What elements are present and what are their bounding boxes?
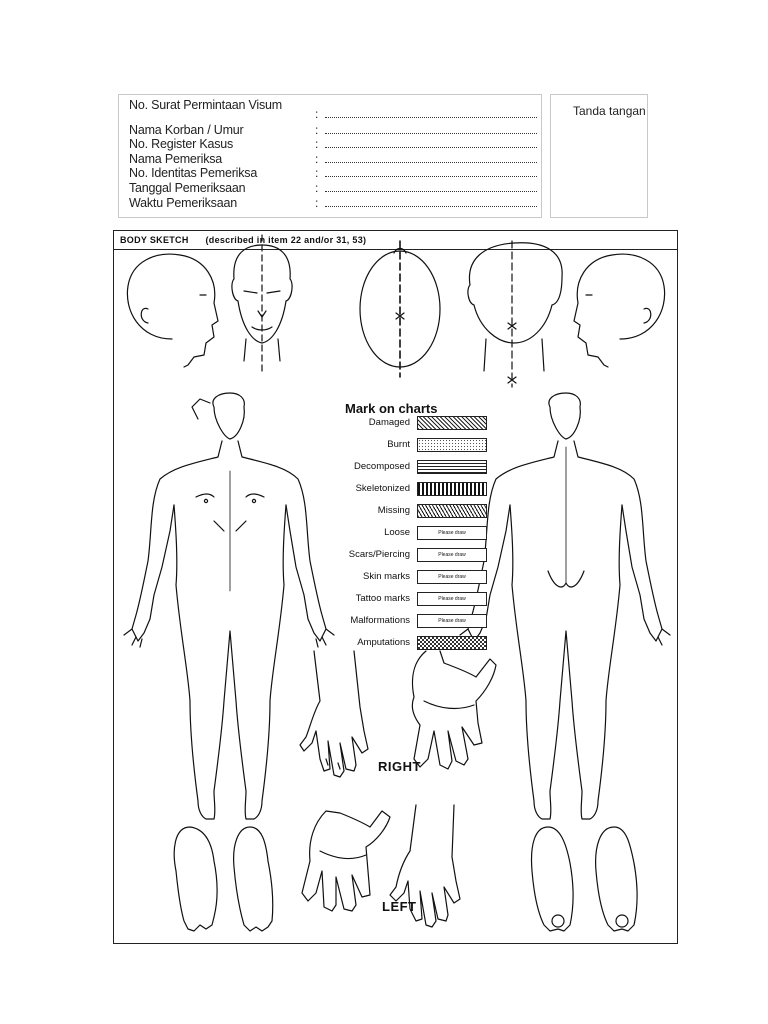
examination-form — [118, 94, 542, 218]
foot-right-top — [234, 827, 273, 931]
body-sketch-title: BODY SKETCH — [120, 235, 189, 245]
left-hands-label: LEFT — [382, 899, 417, 914]
foot-back-right — [596, 827, 637, 931]
signature-label: Tanda tangan — [573, 104, 646, 118]
legend-swatch-skeletonized — [417, 482, 487, 496]
head-profile-right — [127, 254, 218, 367]
legend-label-missing: Missing — [377, 505, 410, 516]
field-label-victim-name-age: Nama Korban / Umur — [129, 123, 244, 137]
field-label-examiner-id: No. Identitas Pemeriksa — [129, 166, 258, 180]
foot-right-sole — [174, 827, 217, 931]
field-label-exam-time: Waktu Pemeriksaan — [129, 196, 237, 210]
legend-swatch-tattoo-marks: Please draw — [417, 592, 487, 606]
head-back — [468, 241, 562, 387]
field-label-case-register: No. Register Kasus — [129, 137, 234, 151]
signature-box[interactable] — [550, 94, 648, 218]
legend-swatch-damaged — [417, 416, 487, 430]
field-line-case-register[interactable] — [325, 137, 537, 148]
hand-right-palm — [412, 651, 496, 769]
legend-label-loose: Loose — [384, 527, 410, 538]
legend-title: Mark on charts — [345, 401, 438, 416]
legend-label-tattoo-marks: Tattoo marks — [355, 593, 410, 604]
field-line-request-number[interactable] — [325, 107, 537, 118]
field-colon: : — [315, 152, 319, 166]
legend-swatch-malformations: Please draw — [417, 614, 487, 628]
legend-swatch-missing — [417, 504, 487, 518]
legend-label-burnt: Burnt — [387, 439, 410, 450]
field-line-examiner-name[interactable] — [325, 152, 537, 163]
field-colon: : — [315, 137, 319, 151]
head-top — [360, 241, 440, 377]
body-sketch-panel — [113, 230, 678, 944]
legend-label-skin-marks: Skin marks — [363, 571, 410, 582]
body-front — [124, 393, 334, 819]
body-diagram — [114, 231, 678, 944]
body-sketch-subtitle: (described in item 22 and/or 31, 53) — [205, 235, 367, 245]
field-colon: : — [315, 123, 319, 137]
head-profile-left — [574, 254, 665, 367]
field-label-examiner-name: Nama Pemeriksa — [129, 152, 223, 166]
field-label-request-number: No. Surat Permintaan Visum — [129, 98, 282, 112]
head-front — [232, 235, 292, 371]
field-colon: : — [315, 196, 319, 210]
field-line-examiner-id[interactable] — [325, 166, 537, 177]
legend-label-damaged: Damaged — [368, 417, 410, 428]
legend-swatch-scars-piercing: Please draw — [417, 548, 487, 562]
legend-swatch-decomposed — [417, 460, 487, 474]
hand-left-palm — [302, 811, 390, 911]
legend-label-decomposed: Decomposed — [354, 461, 410, 472]
field-label-exam-date: Tanggal Pemeriksaan — [129, 181, 246, 195]
field-colon: : — [315, 107, 319, 121]
field-line-victim-name-age[interactable] — [325, 123, 537, 134]
body-back — [460, 393, 670, 819]
field-line-exam-date[interactable] — [325, 181, 537, 192]
legend-swatch-loose: Please draw — [417, 526, 487, 540]
hand-right-back — [300, 651, 368, 777]
legend-label-amputations: Amputations — [357, 637, 410, 648]
field-colon: : — [315, 166, 319, 180]
foot-back-left — [532, 827, 573, 931]
legend-label-malformations: Malformations — [350, 615, 410, 626]
right-hands-label: RIGHT — [378, 759, 421, 774]
legend-swatch-amputations — [417, 636, 487, 650]
legend-swatch-skin-marks: Please draw — [417, 570, 487, 584]
field-colon: : — [315, 181, 319, 195]
legend-label-skeletonized: Skeletonized — [355, 483, 410, 494]
field-line-exam-time[interactable] — [325, 196, 537, 207]
legend-label-scars-piercing: Scars/Piercing — [348, 549, 410, 560]
legend-swatch-burnt — [417, 438, 487, 452]
